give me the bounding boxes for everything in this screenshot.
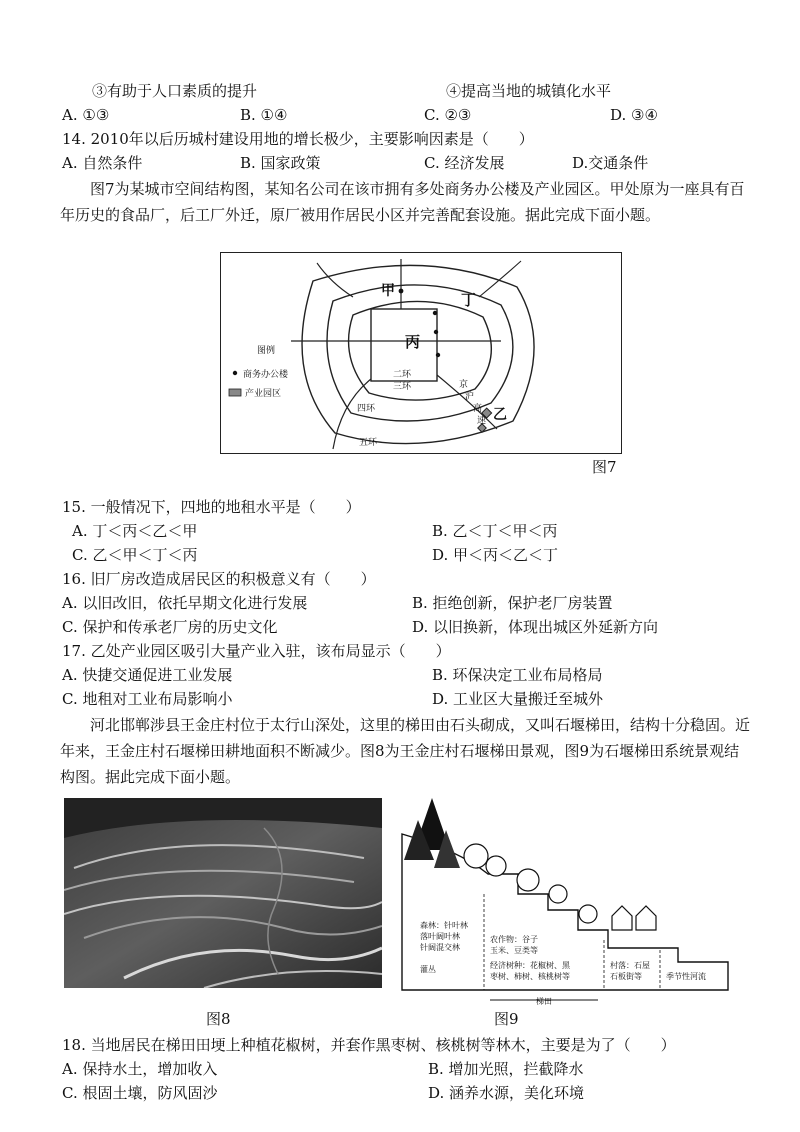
q18-choice-c[interactable]: C. 根固土壤，防风固沙 [62, 1084, 218, 1102]
legend-park-marker [229, 389, 241, 396]
label-hu: 沪 [465, 392, 475, 402]
q14-choice-b[interactable]: B. 国家政策 [240, 154, 321, 172]
q16-choice-c[interactable]: C. 保护和传承老厂房的历史文化 [62, 618, 278, 636]
q17-choice-b[interactable]: B. 环保决定工业布局格局 [432, 666, 603, 684]
broadleaf-tree-2 [486, 856, 506, 876]
office-building-jia [399, 289, 404, 294]
label-river: 季节性河流 [666, 972, 706, 981]
q17-choice-d[interactable]: D. 工业区大量搬迁至城外 [432, 690, 604, 708]
label-forest-1: 森林：针叶林 [420, 921, 468, 930]
northeast-road [479, 261, 521, 297]
q13-choice-d[interactable]: D. ③④ [610, 106, 658, 124]
q17-choice-a[interactable]: A. 快捷交通促进工业发展 [62, 666, 233, 684]
q18-choice-d[interactable]: D. 涵养水源，美化环境 [428, 1084, 585, 1102]
passage-fig7: 图7为某城市空间结构图，某知名公司在该市拥有多处商务办公楼及产业园区。甲处原为一座具有百年历史的食品厂，后工厂外迁，原厂被用作居民小区并完善配套设施。据此完成下面小题。 [60, 180, 745, 224]
q16-choice-a[interactable]: A. 以旧改旧，依托早期文化进行发展 [62, 594, 308, 612]
label-terrace: 梯田 [536, 997, 552, 1006]
figure-8-caption: 图8 [206, 1010, 231, 1028]
stone-house-2 [636, 906, 656, 930]
label-crop-1: 农作物：谷子 [490, 935, 538, 944]
q17-stem: 17. 乙处产业园区吸引大量产业入驻，该布局显示（ ） [62, 642, 451, 660]
q13-option-4: ④提高当地的城镇化水平 [446, 82, 612, 100]
label-shrub: 灌丛 [420, 965, 436, 974]
broadleaf-tree-1 [464, 844, 488, 868]
q16-choice-b[interactable]: B. 拒绝创新，保护老厂房装置 [412, 594, 613, 612]
label-forest-3: 针阔混交林 [420, 943, 460, 952]
label-ring2: 二环 [393, 370, 412, 380]
economic-tree-1 [549, 885, 567, 903]
q15-choice-b[interactable]: B. 乙＜丁＜甲＜丙 [432, 522, 558, 540]
broadleaf-tree-3 [517, 869, 539, 891]
label-su: 速 [477, 416, 487, 426]
office-building-2 [434, 330, 438, 334]
legend-title: 图例 [257, 346, 276, 356]
label-ding: 丁 [461, 291, 477, 309]
q13-choice-c[interactable]: C. ②③ [424, 106, 472, 124]
q14-stem: 14. 2010年以后历城村建设用地的增长极少，主要影响因素是（ ） [62, 130, 534, 148]
label-eco-1: 经济树种：花椒树、黑 [490, 961, 570, 970]
q16-stem: 16. 旧厂房改造成居民区的积极意义有（ ） [62, 570, 376, 588]
q18-choice-a[interactable]: A. 保持水土，增加收入 [62, 1060, 218, 1078]
q18-stem: 18. 当地居民在梯田田埂上种植花椒树，并套作黑枣树、核桃树等林木，主要是为了（ ） [62, 1036, 676, 1054]
q15-choice-d[interactable]: D. 甲＜丙＜乙＜丁 [432, 546, 559, 564]
figure-7-caption: 图7 [592, 458, 617, 476]
label-ring5: 五环 [359, 438, 378, 448]
label-jing: 京 [459, 380, 469, 390]
q13-option-3: ③有助于人口素质的提升 [92, 82, 258, 100]
q14-choice-d[interactable]: D.交通条件 [572, 154, 649, 172]
figure-8-terrace-photo [64, 798, 382, 988]
figure-9-svg [398, 790, 732, 1010]
label-bing: 丙 [405, 333, 421, 351]
label-crop-2: 玉米、豆类等 [490, 946, 538, 955]
northwest-road [317, 263, 353, 297]
economic-tree-2 [579, 905, 597, 923]
q15-choice-c[interactable]: C. 乙＜甲＜丁＜丙 [72, 546, 198, 564]
label-jia: 甲 [381, 283, 395, 299]
passage-fig8-9: 河北邯郸涉县王金庄村位于太行山深处，这里的梯田由石头砌成，又叫石堰梯田，结构十分稳固。近年来，王金庄村石堰梯田耕地面积不断减少。图8为王金庄村石堰梯田景观，图9为石堰梯田系统景观结构图。据此完成下面小题。 [60, 716, 751, 786]
label-ring3: 三环 [393, 382, 412, 392]
q18-choice-b[interactable]: B. 增加光照，拦截降水 [428, 1060, 584, 1078]
label-village-1: 村落：石屋 [610, 961, 650, 970]
office-building-3 [436, 353, 440, 357]
label-ring4: 四环 [357, 404, 376, 414]
q16-choice-d[interactable]: D. 以旧换新，体现出城区外延新方向 [412, 618, 659, 636]
q14-choice-a[interactable]: A. 自然条件 [62, 154, 143, 172]
label-village-2: 石板街等 [610, 972, 642, 981]
legend-park: 产业园区 [245, 389, 282, 399]
label-gao: 高 [473, 404, 483, 414]
legend-office-marker [233, 371, 237, 375]
q13-choice-b[interactable]: B. ①④ [240, 106, 288, 124]
figure-7-svg [221, 253, 621, 453]
office-building-1 [433, 311, 437, 315]
q15-stem: 15. 一般情况下，四地的地租水平是（ ） [62, 498, 361, 516]
label-eco-2: 枣树、柿树、核桃树等 [490, 972, 570, 981]
figure-8-svg [64, 798, 382, 988]
q14-choice-c[interactable]: C. 经济发展 [424, 154, 505, 172]
label-forest-2: 落叶阔叶林 [420, 932, 460, 941]
stone-house-1 [612, 906, 632, 930]
figure-9-landscape-diagram [398, 790, 732, 1010]
figure-9-caption: 图9 [494, 1010, 519, 1028]
q15-choice-a[interactable]: A. 丁＜丙＜乙＜甲 [72, 522, 198, 540]
figure-7-city-map [220, 252, 622, 454]
legend-office: 商务办公楼 [243, 370, 289, 380]
label-yi: 乙 [493, 407, 507, 423]
q17-choice-c[interactable]: C. 地租对工业布局影响小 [62, 690, 233, 708]
q13-choice-a[interactable]: A. ①③ [62, 106, 110, 124]
